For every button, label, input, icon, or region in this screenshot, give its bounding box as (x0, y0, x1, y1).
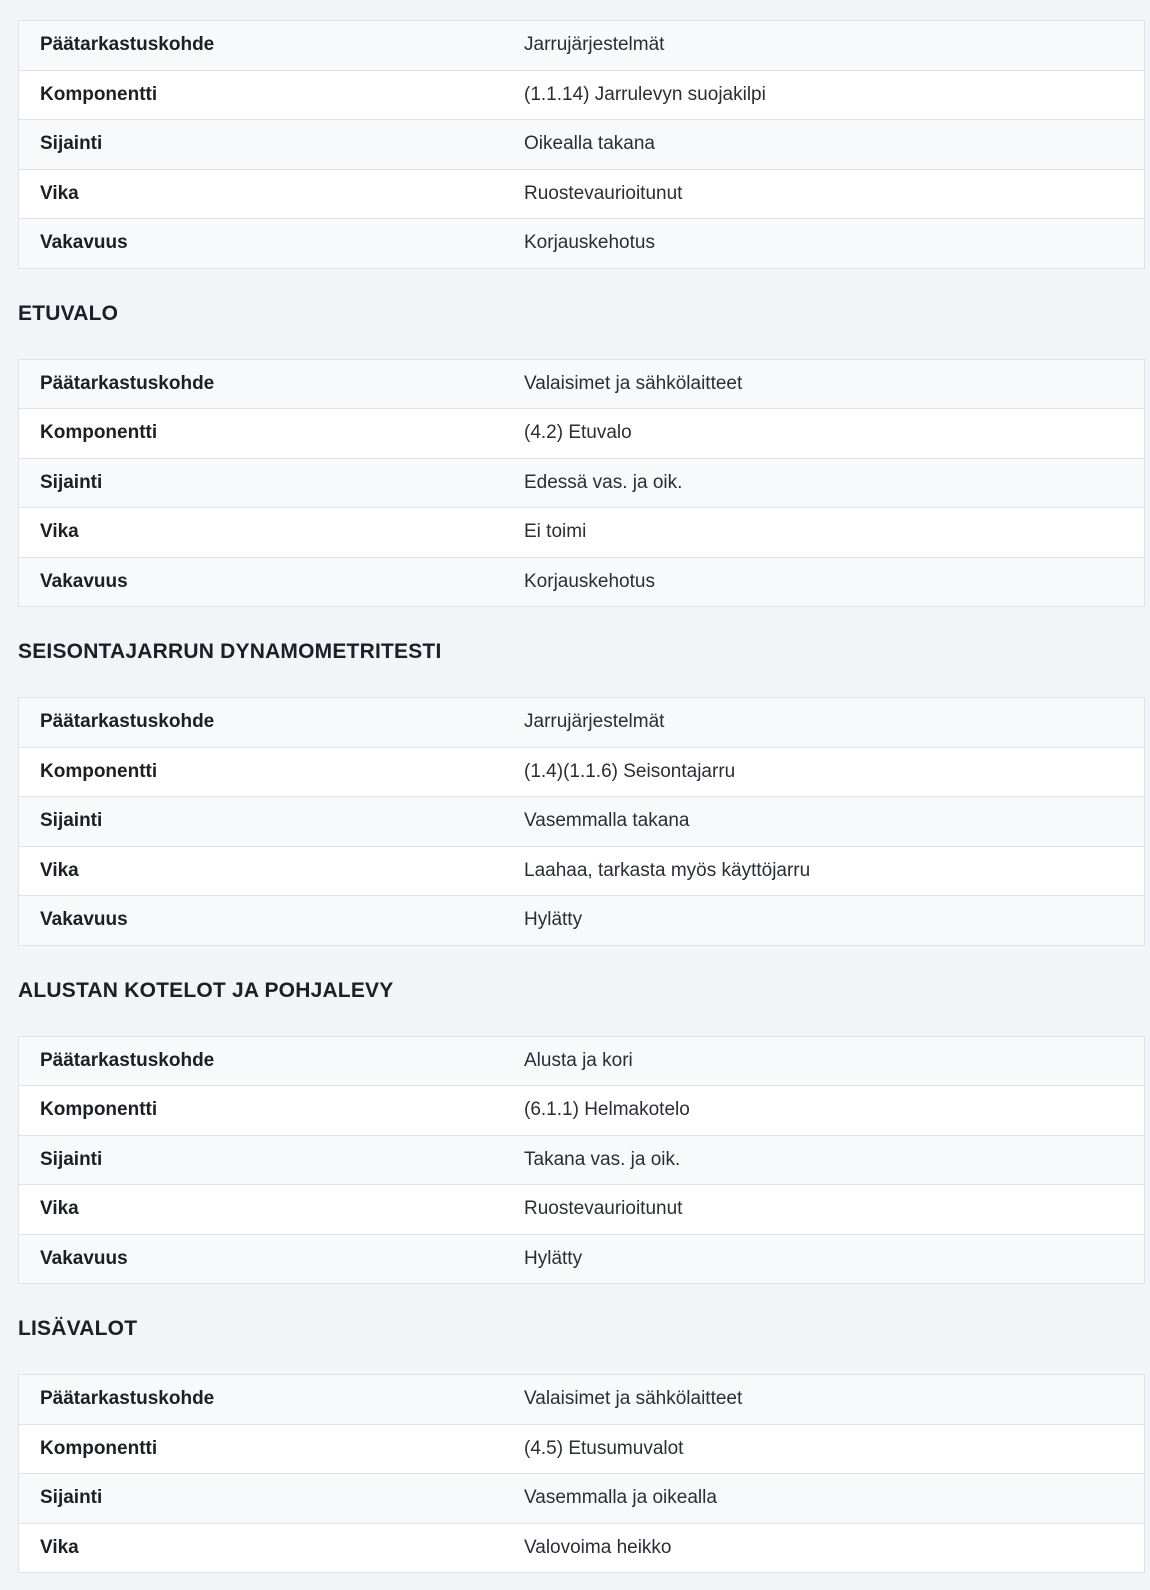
row-label-sijainti: Sijainti (19, 797, 525, 847)
section-title-seisontajarru: SEISONTAJARRUN DYNAMOMETRITESTI (18, 640, 442, 663)
table-row (19, 120, 1145, 170)
table-row (19, 846, 1145, 896)
table-row (19, 169, 1145, 219)
row-value-vakavuus: Hylätty (524, 1234, 1145, 1284)
row-value-vakavuus: Korjauskehotus (524, 219, 1145, 269)
table-row (19, 1036, 1145, 1086)
row-label-komponentti: Komponentti (19, 1424, 525, 1474)
table-row (19, 747, 1145, 797)
row-value-paatarkastuskohde: Alusta ja kori (524, 1049, 633, 1071)
table-row (19, 359, 1145, 409)
row-label-vika: Vika (19, 846, 525, 896)
row-label-vika: Vika (19, 1523, 525, 1573)
row-value-paatarkastuskohde: Jarrujärjestelmät (524, 711, 665, 733)
table-row (19, 1234, 1145, 1284)
row-label-paatarkastuskohde: Päätarkastuskohde (40, 711, 215, 733)
row-label-vakavuus: Vakavuus (19, 219, 525, 269)
row-label-vakavuus: Vakavuus (19, 557, 525, 607)
row-value-vika: Ruostevaurioitunut (524, 169, 1145, 219)
table-row (19, 698, 1145, 748)
row-label-sijainti: Sijainti (19, 120, 525, 170)
row-value-komponentti: (1.4)(1.1.6) Seisontajarru (524, 747, 1145, 797)
row-value-komponentti: (6.1.1) Helmakotelo (524, 1086, 1145, 1136)
table-row (19, 1424, 1145, 1474)
row-label-paatarkastuskohde: Päätarkastuskohde (40, 1049, 215, 1071)
row-label-sijainti: Sijainti (19, 1474, 525, 1524)
row-label-paatarkastuskohde: Päätarkastuskohde (40, 34, 215, 56)
row-label-vakavuus: Vakavuus (19, 1234, 525, 1284)
row-label-sijainti: Sijainti (19, 458, 525, 508)
row-label-vika: Vika (19, 1185, 525, 1235)
row-value-vika: Laahaa, tarkasta myös käyttöjarru (524, 846, 1145, 896)
row-value-sijainti: Vasemmalla ja oikealla (524, 1474, 1145, 1524)
defect-table-brake-shield (18, 20, 1145, 269)
defect-table-etuvalo (18, 359, 1145, 608)
defect-table-alusta (18, 1036, 1145, 1285)
table-row (19, 458, 1145, 508)
table-row (19, 1086, 1145, 1136)
row-value-komponentti: (4.2) Etuvalo (524, 409, 1145, 459)
row-label-sijainti: Sijainti (19, 1135, 525, 1185)
table-row (19, 219, 1145, 269)
row-label-vika: Vika (19, 508, 525, 558)
row-label-paatarkastuskohde: Päätarkastuskohde (40, 1388, 215, 1410)
defect-table-lisavalot (18, 1374, 1145, 1573)
defect-table-seisontajarru (18, 697, 1145, 946)
table-row (19, 508, 1145, 558)
row-value-komponentti: (1.1.14) Jarrulevyn suojakilpi (524, 70, 1145, 120)
table-row (19, 896, 1145, 946)
row-value-vika: Valovoima heikko (524, 1523, 1145, 1573)
table-row (19, 70, 1145, 120)
row-value-vika: Ruostevaurioitunut (524, 1185, 1145, 1235)
row-value-paatarkastuskohde: Jarrujärjestelmät (524, 34, 665, 56)
row-value-sijainti: Vasemmalla takana (524, 797, 1145, 847)
section-title-alusta: ALUSTAN KOTELOT JA POHJALEVY (18, 978, 394, 1002)
table-row (19, 1185, 1145, 1235)
row-label-komponentti: Komponentti (19, 1086, 525, 1136)
section-title-etuvalo: ETUVALO (18, 301, 119, 325)
row-value-sijainti: Edessä vas. ja oik. (524, 458, 1145, 508)
row-label-komponentti: Komponentti (19, 747, 525, 797)
row-value-vakavuus: Hylätty (524, 896, 1145, 946)
row-value-sijainti: Oikealla takana (524, 120, 1145, 170)
row-label-paatarkastuskohde: Päätarkastuskohde (40, 372, 215, 394)
row-value-sijainti: Takana vas. ja oik. (524, 1135, 1145, 1185)
table-row (19, 1375, 1145, 1425)
row-value-vakavuus: Korjauskehotus (524, 557, 1145, 607)
row-value-vika: Ei toimi (524, 508, 1145, 558)
row-label-komponentti: Komponentti (19, 70, 525, 120)
section-title-lisavalot: LISÄVALOT (18, 1317, 138, 1340)
row-label-vakavuus: Vakavuus (19, 896, 525, 946)
table-row (19, 409, 1145, 459)
row-value-paatarkastuskohde: Valaisimet ja sähkölaitteet (524, 1388, 743, 1410)
row-value-paatarkastuskohde: Valaisimet ja sähkölaitteet (524, 372, 743, 394)
row-value-komponentti: (4.5) Etusumuvalot (524, 1424, 1145, 1474)
table-row (19, 557, 1145, 607)
table-row (19, 1135, 1145, 1185)
row-label-vika: Vika (19, 169, 525, 219)
row-label-komponentti: Komponentti (19, 409, 525, 459)
table-row (19, 1523, 1145, 1573)
table-row (19, 797, 1145, 847)
table-row (19, 1474, 1145, 1524)
table-row (19, 21, 1145, 71)
